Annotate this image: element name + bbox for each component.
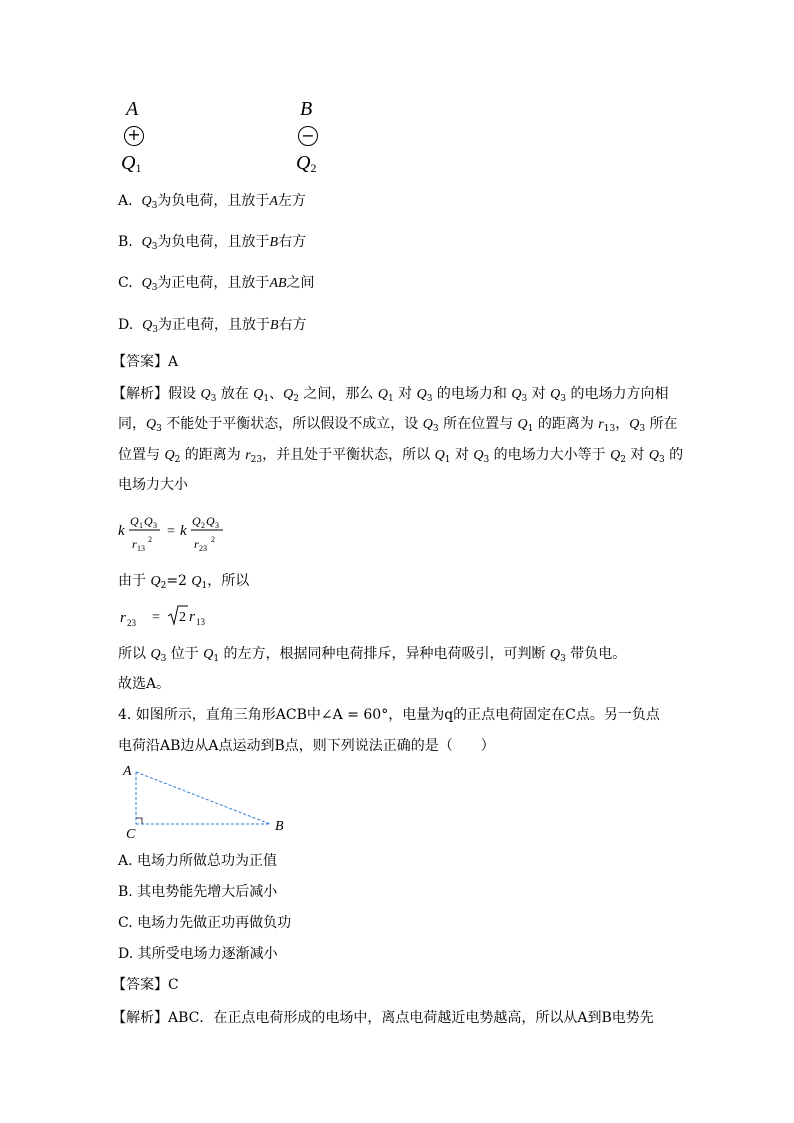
svg-text:13: 13 (196, 617, 205, 627)
label-a: A (126, 98, 139, 120)
svg-text:2: 2 (148, 535, 152, 544)
answer-4: 【答案】C (112, 977, 179, 993)
svg-text:Q: Q (130, 514, 139, 528)
svg-text:=: = (167, 524, 175, 539)
triangle-figure (118, 760, 298, 842)
right-angle-icon (136, 818, 142, 824)
q4-option-b: B. 其电势能先增大后减小 (118, 884, 278, 900)
vertex-b: B (275, 819, 284, 834)
choose-line: 故选A。 (118, 676, 171, 692)
svg-text:=: = (152, 610, 160, 625)
svg-text:r: r (120, 610, 126, 626)
svg-text:2: 2 (201, 521, 205, 530)
answer-3: 【答案】A (112, 354, 179, 370)
option-b: B. $Q_3$为负电荷，且放于B右方 (118, 234, 307, 252)
analysis-line-1: 【解析】假设 $Q_3$ 放在 $Q_1$、$Q_2$ 之间，那么 $Q_1$ 对 $Q_3$ 的电场力和 $Q_3$ 对 $Q_3$ 的电场力方向相 (112, 386, 669, 404)
q4-option-c: C. 电场力先做正功再做负功 (118, 915, 292, 931)
svg-text:r: r (132, 537, 137, 551)
coulomb-equation (116, 508, 246, 558)
label-q2: $Q_2$ (296, 152, 317, 175)
analysis-4: 【解析】ABC．在正点电荷形成的电场中，离点电荷越近电势越高，所以从A到B电势先 (112, 1010, 654, 1026)
svg-text:23: 23 (199, 544, 207, 553)
svg-text:Q: Q (206, 514, 215, 528)
distance-equation (116, 602, 226, 632)
svg-text:r: r (189, 609, 195, 625)
label-q1: $Q_1$ (121, 152, 142, 175)
vertex-a: A (123, 764, 132, 779)
side-ab (136, 772, 270, 824)
svg-text:3: 3 (153, 521, 157, 530)
q4-option-a: A. 电场力所做总功为正值 (118, 853, 278, 869)
svg-text:Q: Q (192, 514, 201, 528)
question4-stem-2: 电荷沿AB边从A点运动到B点，则下列说法正确的是（ ） (118, 738, 495, 754)
svg-text:13: 13 (137, 544, 145, 553)
conclusion-line: 所以 $Q_3$ 位于 $Q_1$ 的左方，根据同种电荷排斥，异种电荷吸引，可判断 $Q_3$ 带负电。 (118, 646, 627, 664)
svg-text:3: 3 (215, 521, 219, 530)
negative-charge-icon: − (298, 126, 318, 146)
svg-text:Q: Q (144, 514, 153, 528)
analysis-line-3: 位置与 $Q_2$ 的距离为 $r_{23}$，并且处于平衡状态，所以 $Q_1$ 对 $Q_3$ 的电场力大小等于 $Q_2$ 对 $Q_3$ 的 (118, 447, 684, 465)
svg-text:1: 1 (139, 521, 143, 530)
svg-text:2: 2 (211, 535, 215, 544)
svg-text:k: k (180, 523, 187, 539)
option-a: A. $Q_3$为负电荷，且放于A左方 (118, 193, 306, 211)
option-c: C. $Q_3$为正电荷，且放于AB之间 (118, 275, 315, 293)
svg-text:k: k (118, 523, 125, 539)
positive-charge-icon: + (124, 126, 144, 146)
svg-text:2: 2 (179, 610, 186, 625)
analysis-line-4: 电场力大小 (118, 477, 188, 493)
given-line: 由于 $Q_2=2$ $Q_1$，所以 (118, 573, 250, 591)
svg-text:r: r (194, 537, 199, 551)
q4-option-d: D. 其所受电场力逐渐减小 (118, 946, 278, 962)
option-d: D. $Q_3$为正电荷，且放于B右方 (118, 317, 307, 335)
svg-text:23: 23 (127, 618, 136, 628)
question4-stem-1: 4. 如图所示，直角三角形ACB中∠A = 60°，电量为q的正点电荷固定在C点。另一负点 (118, 707, 660, 723)
analysis-line-2: 同，$Q_3$ 不能处于平衡状态，所以假设不成立，设 $Q_3$ 所在位置与 $Q_1$ 的距离为 $r_{13}$，$Q_3$ 所在 (118, 416, 678, 434)
vertex-c: C (126, 827, 136, 842)
label-b: B (300, 98, 313, 120)
